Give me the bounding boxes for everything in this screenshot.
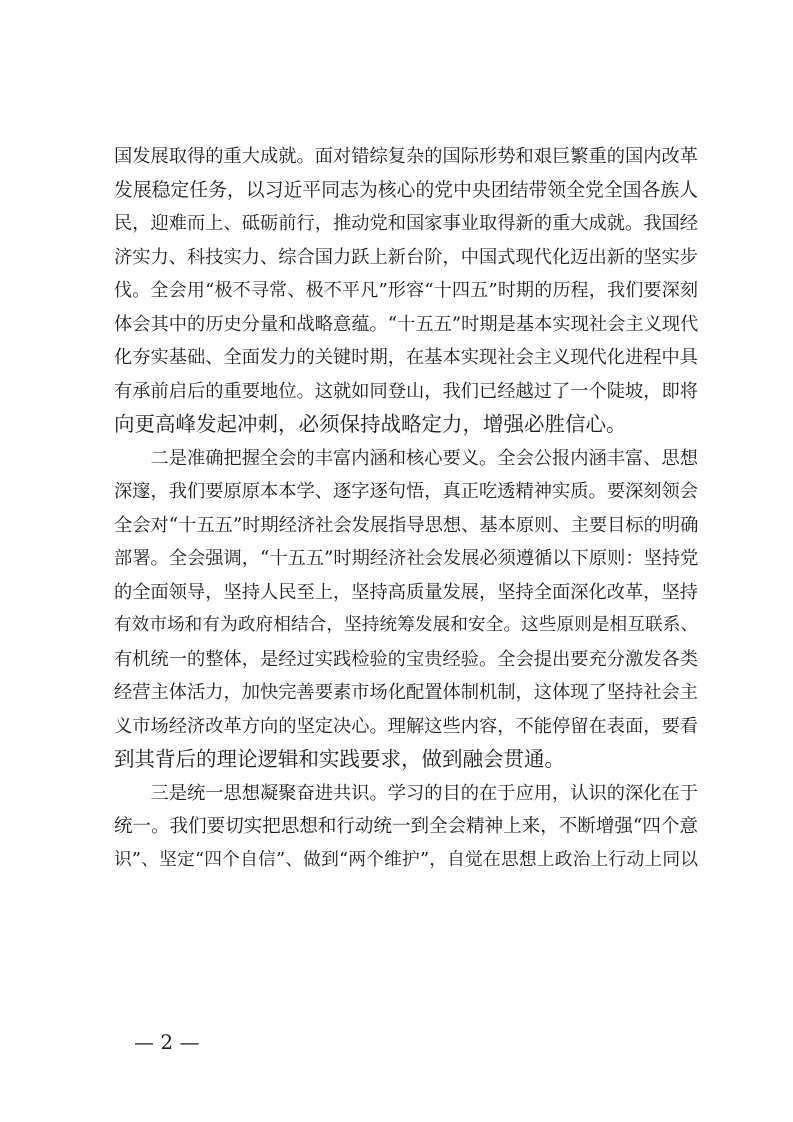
paragraph-3	[114, 777, 698, 878]
paragraph-2	[114, 442, 698, 777]
page-number: — 2 —	[134, 1030, 200, 1054]
text-line: 深邃，我们要原原本本学、逐字逐句悟，真正吃透精神实质。要深刻领会	[114, 481, 698, 502]
text-line: 全会对“十五五”时期经济社会发展指导思想、基本原则、主要目标的明确	[114, 514, 698, 536]
text-line: 识”、坚定“四个自信”、做到“两个维护”，自觉在思想上政治上行动上同以	[114, 849, 698, 870]
text-line: 经营主体活力，加快完善要素市场化配置体制机制，这体现了坚持社会主	[114, 682, 698, 703]
text-line: 有承前启后的重要地位。这就如同登山，我们已经越过了一个陡坡，即将	[114, 380, 698, 402]
text-line: 济实力、科技实力、综合国力跃上新台阶，中国式现代化迈出新的坚实步	[114, 246, 698, 268]
text-line: 体会其中的历史分量和战略意蕴。“十五五”时期是基本实现社会主义现代	[114, 313, 698, 335]
text-line: 伐。全会用“极不寻常、极不平凡”形容“十四五”时期的历程，我们要深刻	[114, 280, 698, 301]
text-line: 有效市场和有为政府相结合，坚持统筹发展和安全。这些原则是相互联系、	[114, 615, 698, 635]
text-line: 到其背后的理论逻辑和实践要求，做到融会贯通。	[114, 747, 565, 771]
text-line: 向更高峰发起冲刺，必须保持战略定力，增强必胜信心。	[114, 412, 627, 436]
text-line: 二是准确把握全会的丰富内涵和核心要义。全会公报内涵丰富、思想	[114, 447, 698, 469]
text-line: 发展稳定任务，以习近平同志为核心的党中央团结带领全党全国各族人	[114, 179, 698, 201]
paragraph-1	[114, 140, 698, 442]
text-line: 民，迎难而上、砥砺前行，推动党和国家事业取得新的重大成就。我国经	[114, 213, 698, 234]
text-line: 化夯实基础、全面发力的关键时期，在基本实现社会主义现代化进程中具	[114, 347, 698, 368]
body-text	[114, 140, 698, 877]
text-line: 三是统一思想凝聚奋进共识。学习的目的在于应用，认识的深化在于	[114, 782, 698, 804]
text-line: 有机统一的整体，是经过实践检验的宝贵经验。全会提出要充分激发各类	[114, 648, 698, 670]
text-line: 统一。我们要切实把思想和行动统一到全会精神上来，不断增强“四个意	[114, 816, 698, 837]
text-line: 的全面领导，坚持人民至上，坚持高质量发展，坚持全面深化改革，坚持	[114, 581, 698, 603]
text-line: 国发展取得的重大成就。面对错综复杂的国际形势和艰巨繁重的国内改革	[114, 146, 698, 167]
text-line: 部署。全会强调，“十五五”时期经济社会发展必须遵循以下原则：坚持党	[114, 548, 698, 569]
text-line: 义市场经济改革方向的坚定决心。理解这些内容，不能停留在表面，要看	[114, 715, 698, 737]
